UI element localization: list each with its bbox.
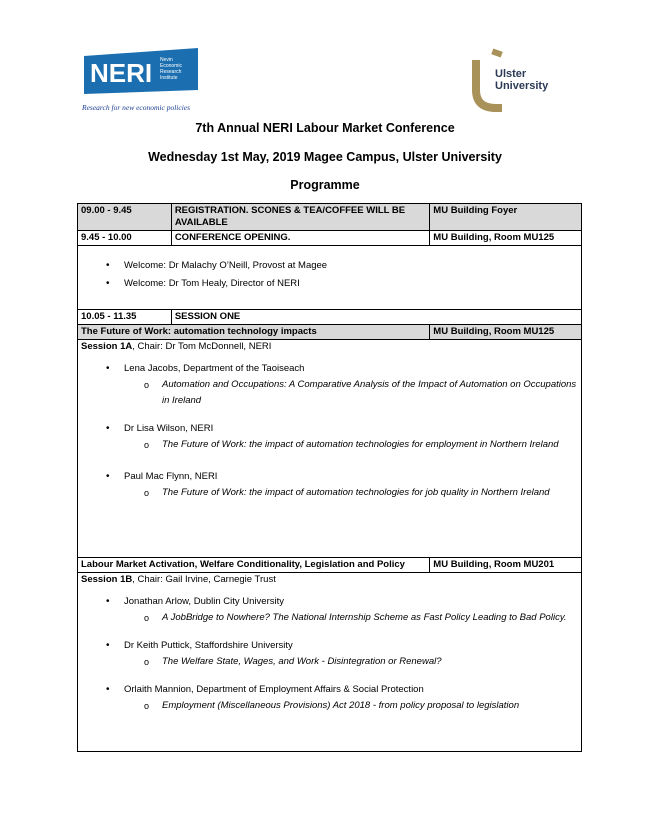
list-item: • Welcome: Dr Malachy O’Neill, Provost at Magee bbox=[81, 258, 578, 274]
row-time: 09.00 - 9.45 bbox=[78, 204, 172, 231]
talk-list bbox=[124, 437, 578, 453]
chair-text: , Chair: Dr Tom McDonnell, NERI bbox=[132, 341, 272, 352]
talk-title: o Employment (Miscellaneous Provisions) Act 2018 - from policy proposal to legislation bbox=[124, 698, 578, 714]
conference-date: Wednesday 1st May, 2019 Magee Campus, Ulster University bbox=[148, 150, 502, 164]
list-item bbox=[81, 423, 578, 453]
speaker-name: Paul Mac Flynn, NERI bbox=[124, 471, 218, 482]
row-location: MU Building Foyer bbox=[430, 204, 582, 231]
university-word: University bbox=[495, 80, 549, 92]
talk-list bbox=[124, 698, 578, 714]
table-row bbox=[78, 204, 582, 231]
list-item bbox=[81, 363, 578, 409]
session-1a-title: The Future of Work: automation technology impacts bbox=[78, 325, 430, 340]
talk-list bbox=[124, 610, 578, 626]
list-item bbox=[81, 640, 578, 670]
session-1a-location: MU Building, Room MU125 bbox=[430, 325, 582, 340]
session-label: Session 1A bbox=[81, 341, 133, 352]
speaker-list bbox=[81, 596, 578, 714]
table-row bbox=[78, 558, 582, 573]
svg-text:Institute: Institute bbox=[160, 75, 178, 81]
talk-title: o A JobBridge to Nowhere? The National Internship Scheme as Fast Policy Leading to Bad Policy. bbox=[124, 610, 578, 626]
programme-heading: Programme bbox=[290, 178, 360, 192]
row-time: 10.05 - 11.35 bbox=[78, 310, 172, 325]
speaker-name: Jonathan Arlow, Dublin City University bbox=[124, 596, 284, 607]
list-item bbox=[81, 471, 578, 501]
session-1b-title: Labour Market Activation, Welfare Conditionality, Legislation and Policy bbox=[78, 558, 430, 573]
table-row bbox=[78, 325, 582, 340]
table-row bbox=[78, 246, 582, 310]
speaker-list bbox=[81, 363, 578, 501]
table-row bbox=[78, 573, 582, 752]
talk-title: o Automation and Occupations: A Comparative Analysis of the Impact of Automation on Occupations in Ireland bbox=[124, 377, 578, 409]
table-row bbox=[78, 340, 582, 558]
session-label: Session 1B bbox=[81, 574, 133, 585]
session-1b-location: MU Building, Room MU201 bbox=[430, 558, 582, 573]
table-row bbox=[78, 310, 582, 325]
list-item bbox=[81, 684, 578, 714]
row-location: MU Building, Room MU125 bbox=[430, 231, 582, 246]
neri-logo bbox=[82, 46, 200, 96]
talk-title: o The Welfare State, Wages, and Work - Disintegration or Renewal? bbox=[124, 654, 578, 670]
row-description: REGISTRATION. SCONES & TEA/COFFEE WILL BE AVAILABLE bbox=[171, 204, 429, 231]
row-description: CONFERENCE OPENING. bbox=[171, 231, 429, 246]
session-1a-cell bbox=[78, 340, 582, 558]
talk-list bbox=[124, 485, 578, 501]
session-1a-chair bbox=[81, 341, 578, 353]
neri-tagline: Research for new economic policies bbox=[82, 103, 191, 112]
chair-text: , Chair: Gail Irvine, Carnegie Trust bbox=[132, 574, 276, 585]
ulster-word: Ulster bbox=[495, 68, 527, 80]
row-time: 9.45 - 10.00 bbox=[78, 231, 172, 246]
row-description: SESSION ONE bbox=[171, 310, 581, 325]
programme-table bbox=[77, 203, 582, 752]
session-1b-chair bbox=[81, 574, 578, 586]
svg-text:NERI: NERI bbox=[90, 58, 153, 88]
talk-title: o The Future of Work: the impact of automation technologies for job quality in Northern Ireland bbox=[124, 485, 578, 501]
speaker-name: Orlaith Mannion, Department of Employment Affairs & Social Protection bbox=[124, 684, 424, 695]
speaker-name: Lena Jacobs, Department of the Taoiseach bbox=[124, 363, 305, 374]
list-item: • Welcome: Dr Tom Healy, Director of NERI bbox=[81, 276, 578, 292]
talk-title: o The Future of Work: the impact of automation technologies for employment in Northern Ireland bbox=[124, 437, 578, 453]
talk-list bbox=[124, 654, 578, 670]
svg-text:Research: Research bbox=[160, 69, 182, 75]
welcome-cell bbox=[78, 246, 582, 310]
conference-title: 7th Annual NERI Labour Market Conference bbox=[195, 121, 455, 135]
welcome-list bbox=[81, 258, 578, 292]
session-1b-cell bbox=[78, 573, 582, 752]
speaker-name: Dr Keith Puttick, Staffordshire University bbox=[124, 640, 293, 651]
svg-text:Nevin: Nevin bbox=[160, 57, 173, 63]
ulster-university-wordmark bbox=[495, 68, 548, 92]
speaker-name: Dr Lisa Wilson, NERI bbox=[124, 423, 214, 434]
table-row bbox=[78, 231, 582, 246]
svg-text:Economic: Economic bbox=[160, 63, 182, 69]
list-item bbox=[81, 596, 578, 626]
talk-list bbox=[124, 377, 578, 409]
